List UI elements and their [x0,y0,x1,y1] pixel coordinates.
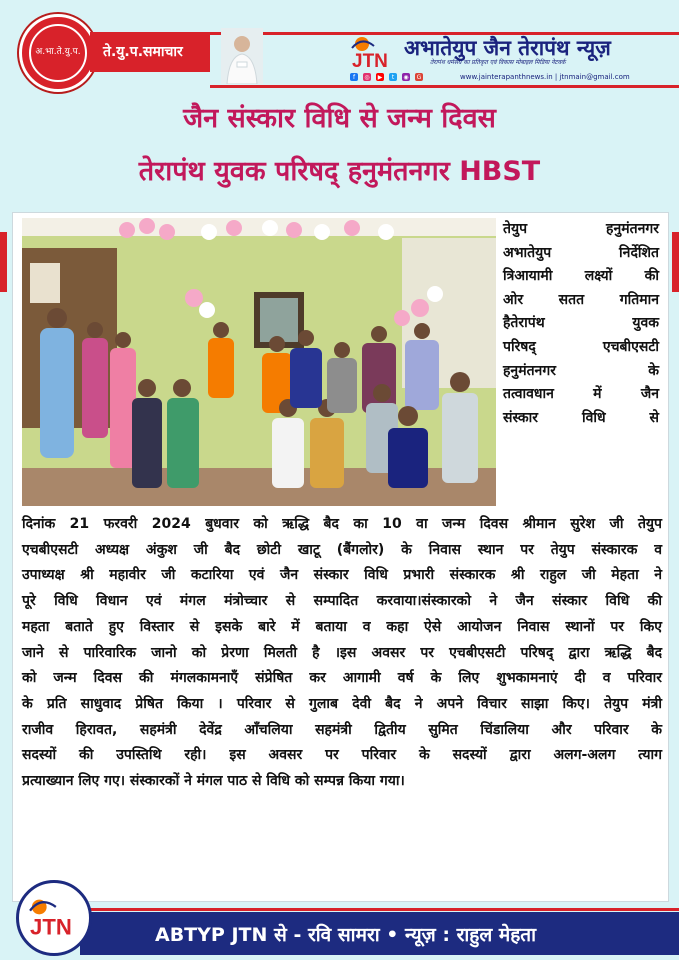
side-line: अभातेयुप निर्देशित [503,244,659,261]
youtube-icon[interactable]: ▶ [377,73,383,81]
side-line: हनुमंतनगर के [503,362,659,379]
header [0,0,679,92]
facebook-icon[interactable]: f [350,73,358,81]
body-line: राजीव हिरावत, सहमंत्री देवेंद्र आँचलिया सहमंत्री द्वितीय सुमित चिंडालिया और परिवार के [22,721,662,738]
side-line: ओर सतत गतिमान [503,291,659,308]
body-line: के प्रति साधुवाद प्रेषित किया । परिवार से गुलाब देवी बैद ने अपने विचार साझा किए। तेयुप मंत्री [22,695,662,712]
body-line: दिनांक 21 फरवरी 2024 बुधवार को ऋद्धि बैद का 10 वा जन्म दिवस श्रीमान सुरेश जी तेयुप [22,516,662,532]
accent-bar-left [0,232,7,292]
header-rule-bottom [210,85,679,88]
group-photo [22,218,496,506]
twitter-icon[interactable]: t [389,73,397,81]
masthead-tagline: तेरापंथ धर्मसंघ का प्रतिकृत एवं विकास मोबाइल मिडिया नेटवर्क [430,59,566,66]
side-line: तेयुप हनुमंतनगर [503,221,659,237]
jtn-logo-icon [348,34,398,70]
article-body [22,512,662,795]
footer-credit: ABTYP JTN से - रवि सामरा • न्यूज़ : राहुल मेहता [155,924,537,946]
headline-line-2: तेरापंथ युवक परिषद् हनुमंतनगर HBST [138,156,541,187]
body-line: एचबीएसटी अध्यक्ष अंकुश जी बैद छोटी खाटू (बैंगलोर) के निवास स्थान पर तेयुप संस्कारक व [22,541,662,558]
body-line: उपाध्यक्ष श्री महावीर जी कटारिया एवं जैन संस्कार विधि प्रभारी संस्कारक श्री राहुल जी मेहता ने [22,567,662,584]
abtyp-logo-text: अ.भा.ते.यु.प. [29,24,87,82]
body-line: को जन्म दिवस की मंगलकामनाएँ संप्रेषित कर आगामी वर्ष के लिए शुभकामनाएं दी व परिवार [22,670,662,687]
body-line: पूरे विधि विधान एवं मंगल मंत्रोच्चार से सम्पादित करवाया।संस्कारको ने जैन संस्कार विधि की [22,593,662,610]
google-plus-icon[interactable]: G [416,73,422,81]
abtyp-logo [19,14,97,92]
social-icons [350,73,423,81]
news-band-label: ते.यु.प.समाचार [103,44,183,60]
headline-line-1: जैन संस्कार विधि से जन्म दिवस [183,103,496,134]
body-line: सदस्यों की उपस्तिथि रही। इस अवसर पर परिवार के सदस्यों द्वारा अलग-अलग त्याग [22,747,662,764]
jtn-footer-logo [16,880,92,956]
jtn-footer-logo-text: JTN [30,914,72,940]
side-line: हैतेरापंथ युवक [503,315,659,332]
body-line: जाने से पारिवारिक जानो को प्रेरणा मिलती है ।इस अवसर पर एचबीएसटी परिषद् द्वारा ऋद्धि बैद [22,644,662,661]
guru-portrait [221,28,263,84]
article-side-column [503,218,659,430]
masthead-contact: www.jainterapanthnews.in | jtnmain@gmail.com [460,73,630,81]
side-line: तत्वावधान में जैन [503,386,659,403]
accent-bar-right [672,232,679,292]
body-line: महता बताते हुए विस्तार से इसके बारे में बताया व कहा ऐसे आयोजन निवास स्थानों पर किए [22,618,662,635]
body-line: प्रत्याख्यान लिए गए। संस्कारकों ने मंगल पाठ से विधि को सम्पन्न किया गया। [22,773,405,790]
side-line: संस्कार विधि से [503,409,659,426]
masthead-title: अभातेयुप जैन तेरापंथ न्यूज़ [404,35,611,60]
side-line: त्रिआयामी लक्ष्यों की [503,268,659,285]
instagram-icon[interactable]: ◎ [364,73,370,81]
footer-rule [80,908,679,911]
instagram-alt-icon[interactable]: ◉ [403,73,409,81]
side-line: परिषद् एचबीएसटी [503,338,659,355]
jtn-logo-text: JTN [352,51,388,70]
